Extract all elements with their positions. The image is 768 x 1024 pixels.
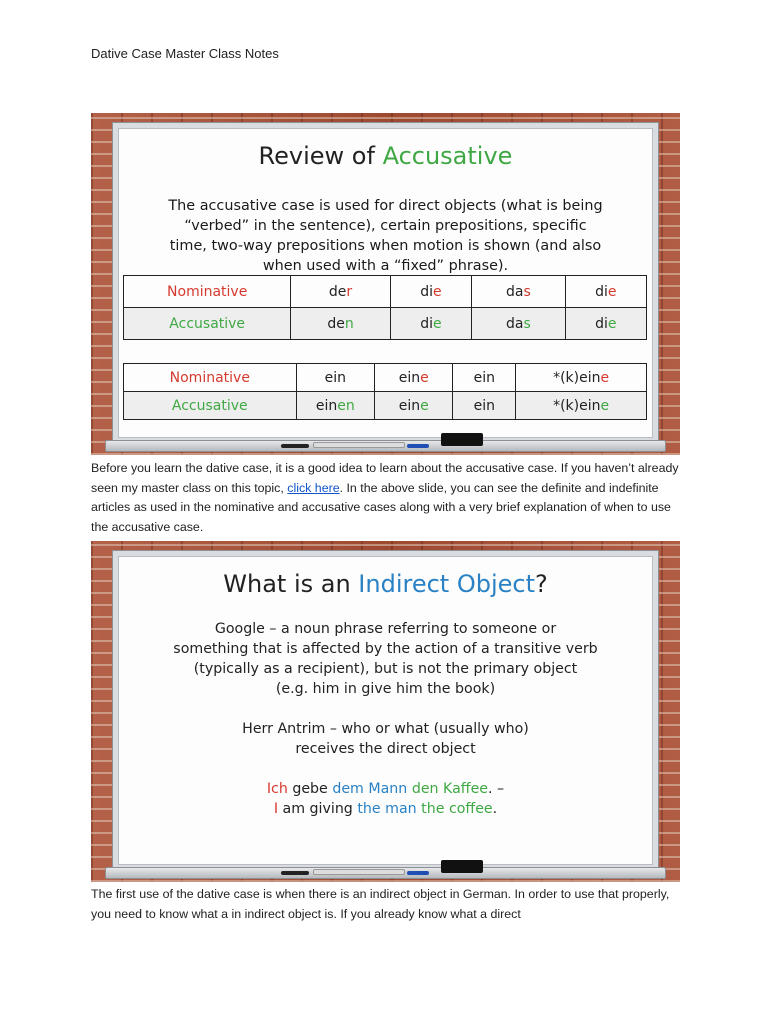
title-suffix: ?	[535, 570, 548, 598]
table-cell: *(k)eine	[516, 392, 647, 420]
table-cell: das	[472, 276, 566, 308]
title-prefix: What is an	[223, 570, 351, 598]
title-prefix: Review of	[258, 142, 375, 170]
row-label-accusative: Accusative	[124, 392, 297, 420]
table-cell: ein	[453, 392, 516, 420]
table-cell: den	[291, 308, 390, 340]
whiteboard-panel	[113, 551, 658, 870]
marker-icon	[281, 444, 309, 448]
definite-articles-table	[123, 275, 647, 340]
example-german: Ich gebe dem Mann den Kaffee. –	[266, 781, 505, 797]
indefinite-articles-table	[123, 363, 647, 420]
marker-icon	[407, 871, 429, 875]
table-cell: die	[565, 308, 646, 340]
table-cell: ein	[296, 364, 374, 392]
table-cell: die	[390, 276, 471, 308]
table-cell: die	[390, 308, 471, 340]
table-row	[124, 392, 647, 420]
paragraph-text: Before you learn the dative case, it is a good idea to learn about the accusative case. If you haven’t already seen my master class on this topic,	[91, 461, 679, 495]
eraser-icon	[441, 860, 483, 873]
accusative-review-slide	[91, 113, 680, 455]
definition-line: Herr Antrim – who or what (usually who)	[242, 721, 529, 737]
intro-paragraph	[91, 459, 681, 537]
eraser-icon	[441, 433, 483, 446]
definition-line: (e.g. him in give him the book)	[275, 681, 496, 697]
table-row	[124, 276, 647, 308]
table-cell: eine	[375, 364, 453, 392]
whiteboard-panel	[113, 123, 658, 443]
explanation-line: time, two-way prepositions when motion is shown (and also	[169, 238, 602, 254]
explanation-line: “verbed” in the sentence), certain prepositions, specific	[184, 218, 587, 234]
marker-icon	[281, 871, 309, 875]
slide-title	[118, 142, 653, 170]
table-cell: die	[565, 276, 646, 308]
table-row	[124, 364, 647, 392]
row-label-nominative: Nominative	[124, 276, 291, 308]
table-cell: einen	[296, 392, 374, 420]
table-cell: *(k)eine	[516, 364, 647, 392]
definition-line: something that is affected by the action of a transitive verb	[173, 641, 598, 657]
paragraph-text: . In the above slide, you can see the definite and indefinite articles as used in the nominative and accusative cases along with a very brief explanation of when to use the accusative case.	[91, 480, 671, 534]
table-cell: eine	[375, 392, 453, 420]
explanation-line: when used with a “fixed” phrase).	[262, 258, 509, 274]
table-row	[124, 308, 647, 340]
click-here-link[interactable]: click here	[287, 480, 340, 495]
title-highlight: Accusative	[382, 142, 513, 170]
table-cell: das	[472, 308, 566, 340]
table-cell: der	[291, 276, 390, 308]
explanation-line: The accusative case is used for direct objects (what is being	[168, 198, 603, 214]
antrim-definition	[118, 719, 653, 759]
dative-paragraph: The first use of the dative case is when there is an indirect object in German. In order to use that properly, you need to know what a in indirect object is. If you already know what a direct	[91, 887, 670, 921]
title-highlight: Indirect Object	[358, 570, 535, 598]
definition-line: receives the direct object	[295, 741, 476, 757]
definition-line: (typically as a recipient), but is not the primary object	[193, 661, 578, 677]
google-definition	[118, 619, 653, 699]
table-cell: ein	[453, 364, 516, 392]
slide-title	[118, 570, 653, 598]
indirect-object-slide	[91, 541, 680, 882]
row-label-nominative: Nominative	[124, 364, 297, 392]
marker-icon	[407, 444, 429, 448]
slide-explanation	[118, 196, 653, 276]
definition-line: Google – a noun phrase referring to someone or	[214, 621, 557, 637]
marker-icon	[313, 869, 405, 875]
document-title: Dative Case Master Class Notes	[91, 46, 279, 61]
row-label-accusative: Accusative	[124, 308, 291, 340]
marker-icon	[313, 442, 405, 448]
example-english: I am giving the man the coffee.	[273, 801, 498, 817]
